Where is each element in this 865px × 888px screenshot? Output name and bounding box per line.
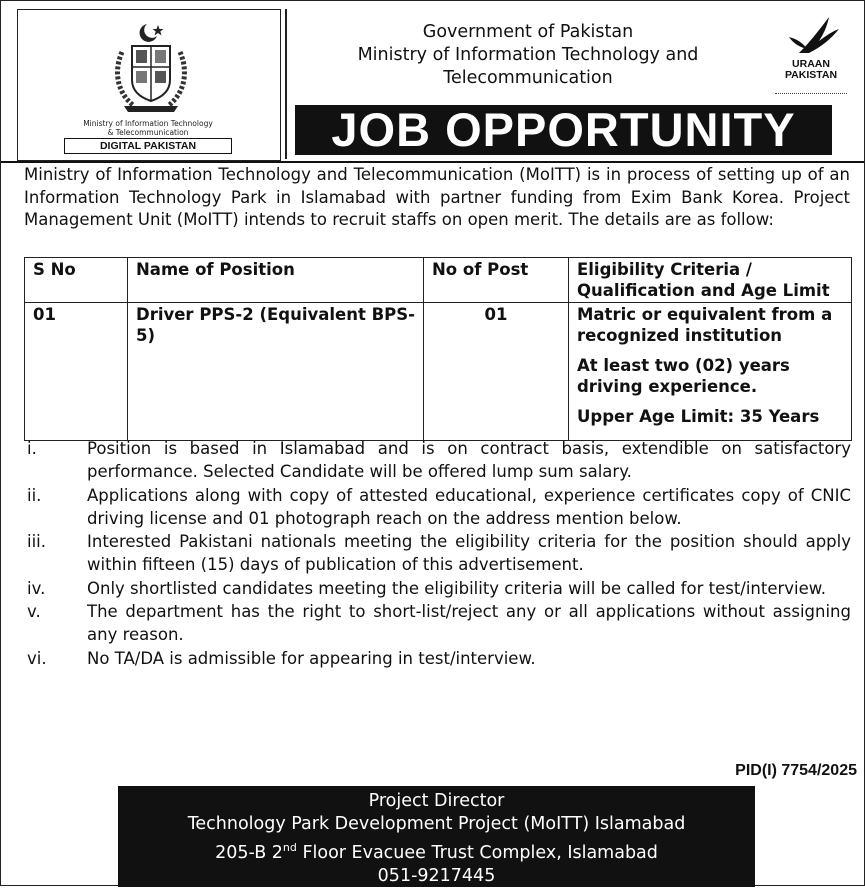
criteria-experience: At least two (02) years driving experience.	[577, 356, 790, 396]
urdu-tagline-decoration	[775, 85, 847, 94]
list-item	[19, 577, 851, 600]
footer-line2: Technology Park Development Project (MoITT) Islamabad	[187, 814, 686, 834]
logo-caption-line2: & Telecommunication	[107, 128, 189, 137]
ministry-logo-box	[17, 9, 281, 161]
government-heading	[293, 21, 763, 90]
header-criteria: Eligibility Criteria / Qualification and Age Limit	[569, 258, 852, 303]
item-number: i.	[27, 439, 37, 458]
uraan-word: URAAN	[792, 58, 830, 70]
header-position: Name of Position	[128, 258, 424, 303]
table-row	[25, 303, 852, 441]
item-text: Only shortlisted candidates meeting the eligibility criteria will be called for test/interview.	[87, 578, 827, 598]
item-text: Applications along with copy of attested educational, experience certificates copy of CNIC driving license and 01 photograph reach on the address mention below.	[87, 485, 851, 528]
item-number: iii.	[27, 532, 46, 552]
item-text: Interested Pakistani nationals meeting the eligibility criteria for the position should apply within fifteen (15) days of publication of this advertisement.	[87, 532, 851, 575]
header-posts: No of Post	[424, 258, 569, 303]
header-sno: S No	[25, 258, 128, 303]
uraan-pakistan-logo	[769, 13, 853, 99]
cell-sno: 01	[25, 303, 128, 441]
item-number: ii.	[27, 485, 42, 505]
item-number: iv.	[27, 578, 46, 598]
intro-paragraph: Ministry of Information Technology and Telecommunication (MoITT) is in process of setting up of an Information Technology Park in Islamabad with partner funding from Exim Bank Korea. Project Management Unit (MoITT) intends to recruit staffs on open merit. The details are as follow:	[24, 165, 850, 229]
cell-posts: 01	[424, 303, 569, 441]
gov-line1: Government of Pakistan	[422, 22, 634, 42]
footer-address	[118, 836, 755, 865]
footer-phone: 051-9217445	[377, 865, 496, 886]
contact-footer	[118, 786, 755, 887]
item-number: vi.	[27, 648, 47, 668]
item-text: The department has the right to short-list/reject any or all applications without assigning any reason.	[87, 602, 851, 645]
list-item	[19, 437, 851, 484]
list-item	[19, 484, 851, 531]
uraan-pakistan-bird-icon	[769, 13, 853, 59]
address-post: Floor Evacuee Trust Complex, Islamabad	[296, 842, 658, 863]
item-text: Position is based in Islamabad and is on contract basis, extendible on satisfactory performance. Selected Candidate will be offered lump sum salary.	[87, 439, 851, 482]
list-item	[19, 647, 851, 670]
logo-caption-line1: Ministry of Information Technology	[83, 119, 213, 128]
state-emblem-icon	[110, 22, 192, 114]
cell-criteria	[569, 303, 852, 441]
positions-table	[24, 257, 852, 441]
cell-position: Driver PPS-2 (Equivalent BPS-5)	[128, 303, 424, 441]
address-pre: 205-B 2	[215, 842, 283, 863]
address-sup: nd	[282, 841, 297, 854]
gov-line2: Ministry of Information Technology and	[357, 45, 699, 65]
list-item	[19, 530, 851, 577]
criteria-age-limit: Upper Age Limit: 35 Years	[577, 407, 820, 426]
table-header-row	[25, 258, 852, 303]
terms-list	[19, 437, 851, 670]
header	[1, 1, 864, 163]
gov-line3: Telecommunication	[443, 68, 613, 88]
digital-pakistan-label: DIGITAL PAKISTAN	[64, 138, 232, 154]
pakistan-word: PAKISTAN	[784, 69, 838, 81]
item-number: v.	[27, 602, 41, 622]
job-opportunity-banner: JOB OPPORTUNITY	[295, 105, 832, 155]
item-text: No TA/DA is admissible for appearing in test/interview.	[87, 648, 536, 668]
header-divider	[285, 9, 287, 159]
ministry-logo-caption	[36, 119, 260, 137]
list-item	[19, 600, 851, 647]
criteria-qualification: Matric or equivalent from a recognized institution	[577, 305, 833, 345]
pid-number: PID(I) 7754/2025	[735, 762, 857, 779]
footer-line1: Project Director	[368, 791, 505, 811]
